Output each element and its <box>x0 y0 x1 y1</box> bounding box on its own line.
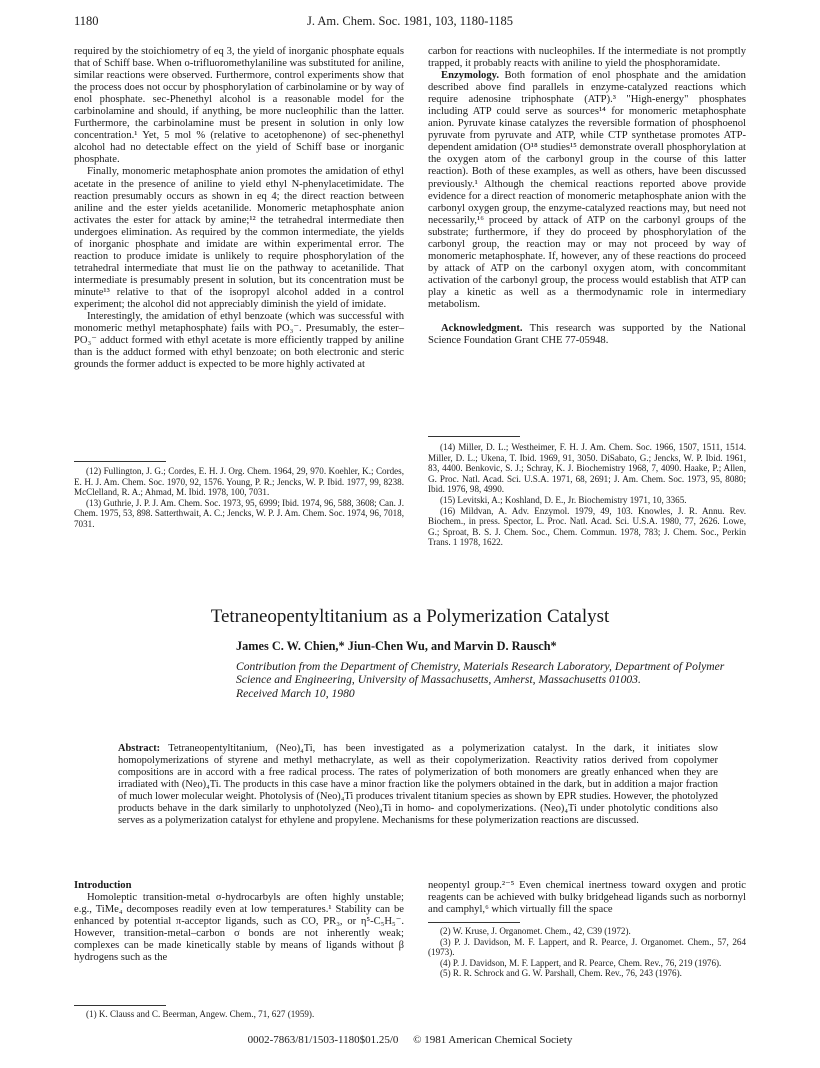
footnote: (15) Levitski, A.; Koshland, D. E., Jr. Biochemistry 1971, 10, 3365. <box>440 494 687 505</box>
article-authors: James C. W. Chien,* Jiun-Chen Wu, and Marvin D. Rausch* <box>236 639 557 653</box>
prev-paragraph: required by the stoichiometry of eq 3, the yield of inorganic phosphate equals that of Schiff base. When o-trifluoromethylaniline was substituted for aniline, similar reactions were observed. Furthermore, control experiments show that the process does not occur by phosphorylation of carbinolamine or by way of enol phosphate. sec-Phenethyl alcohol is a reasonable model for the carbinolamine and should, if anything, be more nucleophilic than the latter. Furthermore, the carbinolamine must be present in solution in only low concentration.¹ Yet, 5 mol % (relative to acetophenone) of sec-phenethyl alcohol had no detectable effect on the yield of Schiff base or inorganic phosphate. <box>74 46 404 166</box>
prev-left-footnotes <box>74 466 404 530</box>
footnote: (12) Fullington, J. G.; Cordes, E. H. J. Org. Chem. 1964, 29, 970. Koehler, K.; Cordes, E. H. J. Am. Chem. Soc. 1970, 92, 1576. Young, P. R.; Jencks, W. P. Ibid. 1977, 99, 8238. McClelland, R. A.; Ahmad, M. Ibid. 1978, 100, 7031. <box>74 466 404 498</box>
enzymology-heading: Enzymology. <box>441 70 499 82</box>
footnote-rule <box>74 461 166 462</box>
acknowledgment-heading: Acknowledgment. <box>441 323 523 335</box>
prev-paragraph: carbon for reactions with nucleophiles. If the intermediate is not promptly trapped, it probably reacts with aniline to yield the phosphoramidate. <box>428 46 746 70</box>
copyright: © 1981 American Chemical Society <box>413 1034 573 1046</box>
intro-right-column <box>428 880 746 916</box>
page-footer <box>74 1034 746 1046</box>
acknowledgment-paragraph <box>428 323 746 347</box>
journal-code: 0002-7863/81/1503-1180$01.25/0 <box>247 1034 399 1046</box>
footnote: (1) K. Clauss and C. Beerman, Angew. Chem., 71, 627 (1959). <box>86 1009 315 1019</box>
footnote: (16) Mildvan, A. Adv. Enzymol. 1979, 49, 103. Knowles, J. R. Annu. Rev. Biochem., in press. Spector, L. Proc. Natl. Acad. Sci. U.S.A. 1980, 77, 2626. Lowe, G.; Sproat, B. S. J. Chem. Soc., Chem. Commun. 1978, 783; J. Chem. Soc., Perkin Trans. 1 1978, 1622. <box>428 505 746 548</box>
journal-citation: J. Am. Chem. Soc. 1981, 103, 1180-1185 <box>306 14 514 28</box>
intro-left-column <box>74 880 404 964</box>
acknowledgment-text: This research was supported by the National Science Foundation Grant CHE 77-05948. <box>428 323 746 347</box>
footnote: (14) Miller, D. L.; Westheimer, F. H. J. Am. Chem. Soc. 1966, 1507, 1511, 1514. Miller, D. L.; Ukena, T. Ibid. 1969, 91, 3050. DiSabato, G.; Jencks, W. P. Ibid. 1961, 83, 4400. Benkovic, S. J.; Schray, K. J. Biochemistry 1968, 7, 4090. Haake, P.; Allen, G. Proc. Natl. Acad. Sci. U.S.A. 1971, 68, 2691; J. Am. Chem. Soc. 1973, 95, 8080; Ibid. 1976, 98, 4990. <box>428 442 746 495</box>
prev-paragraph: Finally, monomeric metaphosphate anion promotes the amidation of ethyl acetate in the presence of aniline to yield ethyl N-phenylacetimidate. The reaction presumably occurs as shown in eq 4; the direct reaction between aniline and the ester yields acetanilide. Monomeric metaphosphate anion activates the ester for attack by amine;¹² the tetrahedral intermediate then undergoes elimination. As required by the common intermediate, the yields of inorganic phosphate and imidate are within experimental error. The reaction to produce imidate is unlikely to require phosphorylation of the tetrahedral intermediate that must lie on the pathway to acetanilide. That intermediate is presumably present in solution, but its concentration must be minute¹³ relative to that of the isopropyl alcohol added in a control experiment; the alcohol did not appreciably diminish the yield of imidate. <box>74 166 404 310</box>
affiliation-block <box>236 660 746 700</box>
abstract-text: Tetraneopentyltitanium, (Neo)₄Ti, has been investigated as a polymerization catalyst. In the dark, it initiates slow homopolymerizations of styrene and methyl methacrylate, as well as their copolymerization. Reactivity ratios derived from copolymer compositions are in accord with a free radical process. The rates of polymerization of both monomers are greatly enhanced when they are irradiated with (Neo)₄Ti. The products in this case have a minor fraction like the polymers obtained in the dark, but in addition a major fraction of much lower molecular weight. Photolysis of (Neo)₄Ti produces trivalent titanium species as shown by EPR studies. However, the photolyzed products behave in the dark similarly to unphotolyzed (Neo)₄Ti in homo- and copolymerizations. (Neo)₄Ti under photolytic conditions also serves as a polymerization catalyst for ethylene and propylene. Mechanisms for these polymerization reactions are discussed. <box>118 743 718 827</box>
page-number: 1180 <box>74 14 99 28</box>
footnote: (4) P. J. Davidson, M. F. Lappert, and R. Pearce, Chem. Rev., 76, 219 (1976). <box>440 957 722 968</box>
footnote-rule <box>74 1005 166 1006</box>
footnote: (3) P. J. Davidson, M. F. Lappert, and R. Pearce, J. Organomet. Chem., 57, 264 (1973). <box>428 936 746 958</box>
footnote: (13) Guthrie, J. P. J. Am. Chem. Soc. 1973, 95, 6999; Ibid. 1974, 96, 588, 3608; Can. J. Chem. 1975, 53, 898. Satterthwait, A. C.; Jencks, W. P. J. Am. Chem. Soc. 1974, 96, 7018, 7031. <box>74 497 404 529</box>
running-head <box>74 14 746 28</box>
footnote: (2) W. Kruse, J. Organomet. Chem., 42, C39 (1972). <box>440 926 631 936</box>
enzymology-paragraph <box>428 70 746 311</box>
footnote-rule <box>428 922 520 923</box>
abstract <box>118 743 718 827</box>
received-date: Received March 10, 1980 <box>236 686 355 700</box>
article-title: Tetraneopentyltitanium as a Polymerization Catalyst <box>210 606 610 627</box>
intro-paragraph: Homoleptic transition-metal σ-hydrocarbyls are often highly unstable; e.g., TiMe₄ decomposes readily even at low temperatures.¹ Stability can be enhanced by potential π-acceptor ligands, such as CO, PR₃, or η⁵-C₅H₅⁻. However, transition-metal–carbon σ bonds are not inherently weak; complexes can be made kinetically stable by means of ligands without β hydrogens such as the <box>74 892 404 964</box>
intro-paragraph: neopentyl group.²⁻⁵ Even chemical inertness toward oxygen and protic reagents can be achieved with bulky bridgehead ligands such as norbornyl and camphyl,⁶ which virtually fill the space <box>428 880 746 916</box>
footnote: (5) R. R. Schrock and G. W. Parshall, Chem. Rev., 76, 243 (1976). <box>440 968 682 979</box>
abstract-label: Abstract: <box>118 743 161 754</box>
enzymology-text: Both formation of enol phosphate and the amidation described above find parallels in enzyme-catalyzed reactions which require adenosine triphosphate (ATP).³ "High-energy" phosphates including ATP could serve as sources¹⁴ for monomeric metaphosphate anion. Pyruvate kinase catalyzes the reversible formation of phosphoenol pyruvate from pyruvate and ATP, while CTP synthetase promotes ATP-dependent amidation (O¹⁸ studies¹⁵ demonstrate overall phosphorylation at the oxygen atom of the carbonyl group in the course of this latter reaction). Both of these examples, as well as others, have been discussed previously.¹ Although the chemical reactions reported above provide evidence for a direct reaction of monomeric metaphosphate anion with the carbonyl oxygen group, the enzyme-catalyzed reactions may, but need not necessarily,¹⁶ proceed by attack of ATP on the carbonyl groups of the substrate; furthermore, if they do proceed by phosphorylation of the carbonyl group, the reaction may or may not proceed by way of monomeric metaphosphate. If, however, any of these reactions do proceed by attack of ATP on the carbonyl oxygen atom, with concommitant activation of the carbonyl group, the process would establish that ATP can play a kinetic as well as a thermodynamic role in intermediary metabolism. <box>428 70 746 310</box>
footnote-rule <box>428 436 520 437</box>
intro-right-footnotes <box>428 926 746 979</box>
prev-article-left-column <box>74 46 404 371</box>
prev-right-footnotes <box>428 442 746 548</box>
prev-paragraph: Interestingly, the amidation of ethyl benzoate (which was successful with monomeric methyl metaphosphate) fails with PO₃⁻. Presumably, the ester–PO₃⁻ adduct formed with ethyl acetate is more efficiently trapped by aniline than is the adduct formed with ethyl benzoate; on both electronic and steric grounds the former adduct is expected to be more highly activated at <box>74 311 404 371</box>
prev-article-right-column <box>428 46 746 347</box>
introduction-heading: Introduction <box>74 880 132 891</box>
affiliation: Contribution from the Department of Chemistry, Materials Research Laboratory, Department of Polymer Science and Engineering, University of Massachusetts, Amherst, Massachusetts 01003. <box>236 660 725 687</box>
intro-left-footnotes <box>74 1009 404 1020</box>
